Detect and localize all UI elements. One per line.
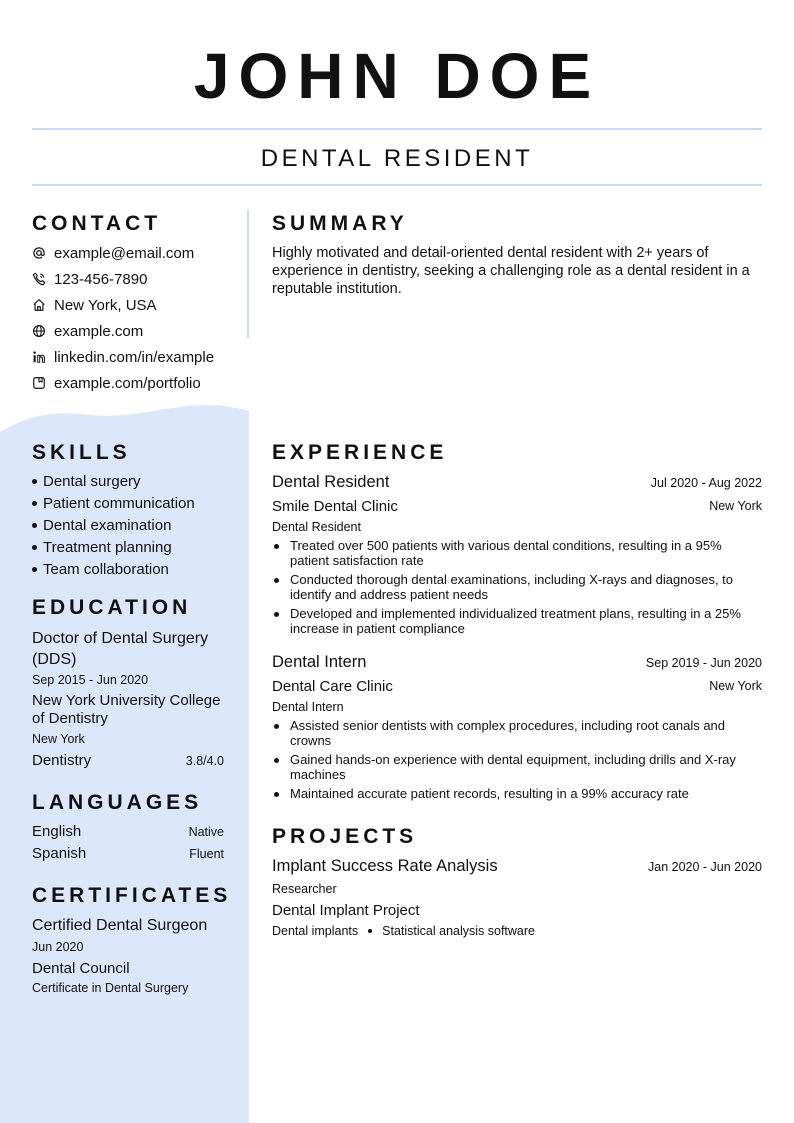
company-name: Dental Care Clinic	[272, 677, 393, 695]
contact-portfolio-text: example.com/portfolio	[54, 374, 201, 392]
job-location: New York	[709, 499, 762, 513]
job-bullet: Gained hands-on experience with dental equipment, including drills and X-ray machines	[272, 752, 762, 782]
skill-item: Dental surgery	[32, 472, 141, 492]
experience-entry	[272, 473, 762, 636]
job-position: Dental Intern	[272, 700, 344, 714]
contact-website-text: example.com	[54, 322, 144, 340]
job-title: Dental Resident	[272, 473, 390, 491]
contact-location	[32, 295, 157, 315]
job-role-title: DENTAL RESIDENT	[260, 145, 534, 172]
job-dates: Jul 2020 - Aug 2022	[650, 476, 762, 490]
portfolio-icon	[32, 376, 46, 390]
home-icon	[32, 298, 46, 312]
project-name: Implant Success Rate Analysis	[272, 857, 498, 875]
linkedin-icon	[32, 350, 46, 364]
phone-icon	[32, 272, 46, 286]
language-row	[32, 844, 224, 864]
languages-heading: LANGUAGES	[32, 791, 203, 814]
contact-linkedin-text: linkedin.com/in/example	[54, 348, 215, 366]
language-level: Native	[188, 825, 224, 839]
job-bullet: Assisted senior dentists with complex procedures, including root canals and crowns	[272, 718, 762, 748]
job-bullet: Maintained accurate patient records, resulting in a 99% accuracy rate	[272, 786, 762, 801]
project-role: Researcher	[272, 882, 337, 896]
job-bullet: Developed and implemented individualized treatment plans, resulting in a 25% increase in patient compliance	[272, 606, 762, 636]
contact-portfolio[interactable]	[32, 373, 201, 393]
language-level: Fluent	[189, 847, 224, 861]
education-school: New York University College of Dentistry	[32, 692, 221, 727]
contact-phone-text: 123-456-7890	[54, 270, 148, 288]
certificates-heading: CERTIFICATES	[32, 884, 232, 907]
contact-email[interactable]	[32, 243, 194, 263]
skill-item: Patient communication	[32, 494, 195, 514]
skill-item: Treatment planning	[32, 538, 172, 558]
education-dates: Sep 2015 - Jun 2020	[32, 673, 149, 687]
candidate-name: JOHN DOE	[193, 40, 601, 112]
contact-website[interactable]	[32, 321, 143, 341]
project-title: Dental Implant Project	[272, 902, 420, 919]
job-dates: Sep 2019 - Jun 2020	[645, 656, 762, 670]
job-bullet: Treated over 500 patients with various dental conditions, resulting in a 95% patient satisfaction rate	[272, 538, 762, 568]
column-divider	[247, 210, 249, 338]
summary-heading: SUMMARY	[272, 212, 408, 235]
job-position: Dental Resident	[272, 520, 361, 534]
job-title: Dental Intern	[272, 653, 367, 671]
job-bullet: Conducted thorough dental examinations, including X-rays and diagnoses, to identify and address patient needs	[272, 572, 762, 602]
contact-phone[interactable]	[32, 269, 147, 289]
contact-location-text: New York, USA	[54, 296, 157, 314]
tag-separator	[368, 929, 372, 933]
certificate-date: Jun 2020	[32, 940, 84, 954]
education-location: New York	[32, 732, 85, 746]
education-degree: Doctor of Dental Surgery (DDS)	[32, 630, 209, 668]
header-divider-top	[32, 128, 762, 130]
project-tag: Statistical analysis software	[382, 924, 535, 938]
education-gpa: 3.8/4.0	[185, 754, 224, 768]
skill-item: Team collaboration	[32, 560, 169, 580]
language-name: English	[32, 823, 82, 840]
education-field-row	[32, 751, 224, 771]
experience-heading: EXPERIENCE	[272, 441, 448, 464]
education-field: Dentistry	[32, 752, 92, 769]
at-icon	[32, 246, 46, 260]
experience-entry	[272, 653, 762, 801]
job-location: New York	[709, 679, 762, 693]
language-name: Spanish	[32, 845, 87, 862]
contact-heading: CONTACT	[32, 212, 162, 235]
summary-text: Highly motivated and detail-oriented dental resident with 2+ years of experience in dentistry, seeking a challenging role as a dental resident in a reputable institution.	[272, 245, 750, 297]
contact-email-text: example@email.com	[54, 244, 195, 262]
project-entry	[272, 857, 762, 941]
header-divider-bottom	[32, 184, 762, 186]
globe-icon	[32, 324, 46, 338]
projects-heading: PROJECTS	[272, 825, 418, 848]
project-tag: Dental implants	[272, 924, 359, 938]
certificate-issuer: Dental Council	[32, 960, 130, 977]
language-row	[32, 822, 224, 842]
skill-item: Dental examination	[32, 516, 171, 536]
project-tags	[272, 921, 762, 941]
project-dates: Jan 2020 - Jun 2020	[648, 860, 762, 874]
skills-heading: SKILLS	[32, 441, 131, 464]
certificate-name: Certified Dental Surgeon	[32, 917, 208, 934]
contact-linkedin[interactable]	[32, 347, 214, 367]
company-name: Smile Dental Clinic	[272, 497, 398, 515]
certificate-description: Certificate in Dental Surgery	[32, 981, 189, 995]
education-heading: EDUCATION	[32, 596, 192, 619]
